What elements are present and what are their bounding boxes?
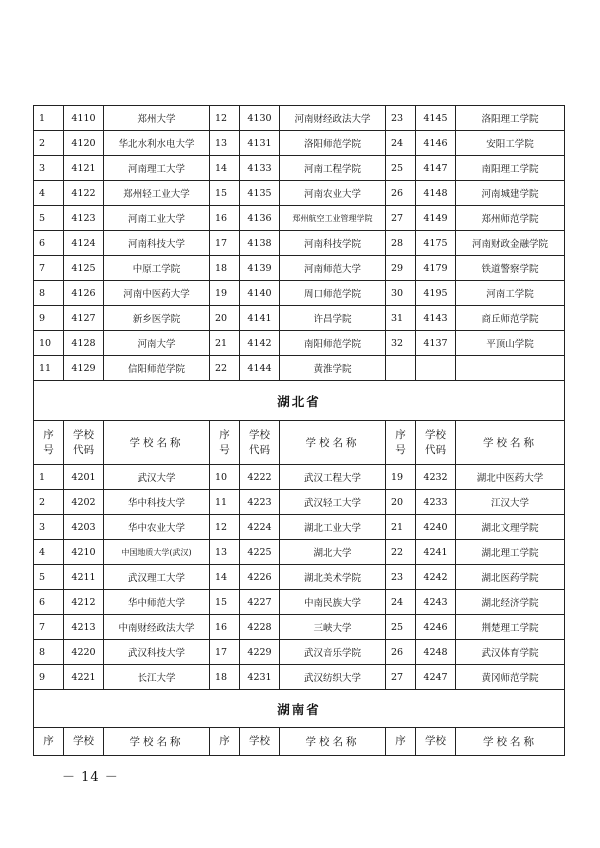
school-name-cell: 新乡医学院 [104,306,210,331]
seq-cell: 28 [386,231,416,256]
hunan-province-title: 湖南省 [34,690,565,728]
seq-cell: 14 [210,156,240,181]
code-cell: 4144 [240,356,280,381]
hunan-section [34,690,565,756]
school-name-cell: 武汉理工大学 [104,565,210,590]
schools-table [33,105,565,756]
name-header: 学校名称 [456,728,565,756]
seq-cell: 8 [34,640,64,665]
seq-cell: 18 [210,665,240,690]
code-header: 学校 [416,728,456,756]
seq-cell: 2 [34,490,64,515]
school-name-cell: 武汉科技大学 [104,640,210,665]
name-header: 学校名称 [280,421,386,465]
school-name-cell: 洛阳师范学院 [280,131,386,156]
seq-cell: 20 [386,490,416,515]
school-name-cell: 荆楚理工学院 [456,615,565,640]
henan-section [34,106,565,381]
code-cell: 4212 [64,590,104,615]
code-cell: 4130 [240,106,280,131]
seq-cell: 16 [210,206,240,231]
school-name-cell: 周口师范学院 [280,281,386,306]
table-row [34,465,565,490]
school-name-cell: 商丘师范学院 [456,306,565,331]
code-cell: 4129 [64,356,104,381]
code-cell: 4202 [64,490,104,515]
seq-cell: 10 [210,465,240,490]
seq-cell: 26 [386,640,416,665]
code-cell: 4140 [240,281,280,306]
school-name-cell: 郑州师范学院 [456,206,565,231]
name-header: 学校名称 [456,421,565,465]
school-name-cell: 河南工程学院 [280,156,386,181]
code-cell: 4147 [416,156,456,181]
code-cell: 4220 [64,640,104,665]
school-name-cell: 长江大学 [104,665,210,690]
table-row [34,565,565,590]
school-name-cell: 河南农业大学 [280,181,386,206]
table-row [34,231,565,256]
seq-cell: 4 [34,540,64,565]
table-row [34,615,565,640]
code-cell: 4211 [64,565,104,590]
seq-cell: 15 [210,590,240,615]
code-cell: 4137 [416,331,456,356]
school-name-cell: 河南工学院 [456,281,565,306]
code-cell: 4148 [416,181,456,206]
seq-header: 序 号 [386,421,416,465]
table-row [34,640,565,665]
table-row [34,206,565,231]
seq-cell: 11 [34,356,64,381]
seq-cell: 14 [210,565,240,590]
code-cell: 4201 [64,465,104,490]
code-cell: 4210 [64,540,104,565]
code-cell: 4240 [416,515,456,540]
code-cell: 4141 [240,306,280,331]
table-row [34,331,565,356]
seq-cell: 3 [34,156,64,181]
seq-cell: 23 [386,565,416,590]
hubei-header-row [34,421,565,465]
seq-cell: 2 [34,131,64,156]
seq-header: 序 [386,728,416,756]
seq-cell: 22 [210,356,240,381]
school-name-cell: 武汉轻工大学 [280,490,386,515]
code-cell: 4242 [416,565,456,590]
table-row [34,281,565,306]
seq-cell: 10 [34,331,64,356]
seq-cell: 9 [34,665,64,690]
seq-cell: 1 [34,106,64,131]
code-cell: 4223 [240,490,280,515]
school-name-cell: 三峡大学 [280,615,386,640]
code-cell: 4243 [416,590,456,615]
seq-cell: 25 [386,156,416,181]
seq-cell: 19 [386,465,416,490]
hubei-province-title: 湖北省 [34,381,565,421]
school-name-cell [456,356,565,381]
school-name-cell: 武汉纺织大学 [280,665,386,690]
school-name-cell: 湖北理工学院 [456,540,565,565]
school-name-cell: 河南科技大学 [104,231,210,256]
school-name-cell: 中国地质大学(武汉) [104,540,210,565]
seq-cell: 5 [34,565,64,590]
code-cell: 4175 [416,231,456,256]
school-name-cell: 平顶山学院 [456,331,565,356]
code-cell: 4203 [64,515,104,540]
code-cell: 4142 [240,331,280,356]
school-name-cell: 河南科技学院 [280,231,386,256]
school-name-cell: 安阳工学院 [456,131,565,156]
seq-cell: 22 [386,540,416,565]
seq-cell: 8 [34,281,64,306]
code-cell: 4145 [416,106,456,131]
school-name-cell: 湖北工业大学 [280,515,386,540]
code-cell: 4248 [416,640,456,665]
table-row [34,590,565,615]
seq-cell: 3 [34,515,64,540]
seq-cell: 24 [386,131,416,156]
school-name-cell: 河南师范大学 [280,256,386,281]
school-name-cell: 湖北大学 [280,540,386,565]
code-cell [416,356,456,381]
code-cell: 4246 [416,615,456,640]
seq-header: 序 [34,728,64,756]
code-cell: 4120 [64,131,104,156]
code-header: 学校 代码 [64,421,104,465]
school-name-cell: 河南理工大学 [104,156,210,181]
school-name-cell: 郑州大学 [104,106,210,131]
seq-cell: 27 [386,665,416,690]
school-name-cell: 黄淮学院 [280,356,386,381]
school-name-cell: 华中农业大学 [104,515,210,540]
seq-cell: 9 [34,306,64,331]
table-row [34,515,565,540]
code-cell: 4229 [240,640,280,665]
school-name-cell: 黄冈师范学院 [456,665,565,690]
page-number: － 14 － [62,770,119,785]
school-name-cell: 河南财政金融学院 [456,231,565,256]
seq-cell: 21 [210,331,240,356]
name-header: 学校名称 [280,728,386,756]
school-name-cell: 湖北经济学院 [456,590,565,615]
seq-cell: 25 [386,615,416,640]
seq-cell: 30 [386,281,416,306]
seq-cell: 27 [386,206,416,231]
name-header: 学校名称 [104,421,210,465]
code-cell: 4122 [64,181,104,206]
code-cell: 4121 [64,156,104,181]
seq-cell: 17 [210,640,240,665]
code-cell: 4228 [240,615,280,640]
code-cell: 4221 [64,665,104,690]
code-cell: 4149 [416,206,456,231]
code-cell: 4241 [416,540,456,565]
code-cell: 4179 [416,256,456,281]
code-cell: 4195 [416,281,456,306]
code-cell: 4133 [240,156,280,181]
school-name-cell: 华北水利水电大学 [104,131,210,156]
code-header: 学校 [64,728,104,756]
school-name-cell: 郑州轻工业大学 [104,181,210,206]
school-name-cell: 信阳师范学院 [104,356,210,381]
seq-cell: 26 [386,181,416,206]
code-cell: 4226 [240,565,280,590]
code-cell: 4139 [240,256,280,281]
school-name-cell: 中原工学院 [104,256,210,281]
name-header: 学校名称 [104,728,210,756]
hunan-header-row [34,728,565,756]
seq-cell: 12 [210,106,240,131]
code-cell: 4225 [240,540,280,565]
seq-cell [386,356,416,381]
seq-cell: 31 [386,306,416,331]
table-row [34,306,565,331]
code-cell: 4123 [64,206,104,231]
school-name-cell: 铁道警察学院 [456,256,565,281]
school-name-cell: 河南财经政法大学 [280,106,386,131]
code-cell: 4222 [240,465,280,490]
school-name-cell: 华中科技大学 [104,490,210,515]
school-name-cell: 湖北文理学院 [456,515,565,540]
table-row [34,256,565,281]
seq-cell: 17 [210,231,240,256]
school-name-cell: 中南财经政法大学 [104,615,210,640]
table-row [34,106,565,131]
code-cell: 4127 [64,306,104,331]
seq-cell: 6 [34,231,64,256]
school-name-cell: 河南城建学院 [456,181,565,206]
school-name-cell: 洛阳理工学院 [456,106,565,131]
seq-cell: 7 [34,256,64,281]
seq-cell: 1 [34,465,64,490]
code-cell: 4128 [64,331,104,356]
seq-cell: 4 [34,181,64,206]
seq-cell: 13 [210,540,240,565]
school-name-cell: 湖北中医药大学 [456,465,565,490]
code-cell: 4126 [64,281,104,306]
seq-cell: 16 [210,615,240,640]
code-header: 学校 代码 [416,421,456,465]
seq-cell: 7 [34,615,64,640]
code-cell: 4110 [64,106,104,131]
code-cell: 4138 [240,231,280,256]
table-row [34,131,565,156]
seq-cell: 5 [34,206,64,231]
code-cell: 4125 [64,256,104,281]
school-name-cell: 武汉工程大学 [280,465,386,490]
school-name-cell: 湖北医药学院 [456,565,565,590]
seq-cell: 12 [210,515,240,540]
seq-cell: 23 [386,106,416,131]
school-name-cell: 南阳师范学院 [280,331,386,356]
school-name-cell: 河南大学 [104,331,210,356]
school-name-cell: 武汉大学 [104,465,210,490]
code-header: 学校 代码 [240,421,280,465]
school-name-cell: 华中师范大学 [104,590,210,615]
table-row [34,490,565,515]
seq-cell: 24 [386,590,416,615]
table-row [34,356,565,381]
seq-cell: 19 [210,281,240,306]
school-name-cell: 武汉体育学院 [456,640,565,665]
seq-cell: 11 [210,490,240,515]
code-cell: 4143 [416,306,456,331]
seq-header: 序 号 [210,421,240,465]
code-cell: 4232 [416,465,456,490]
school-name-cell: 武汉音乐学院 [280,640,386,665]
code-header: 学校 [240,728,280,756]
seq-cell: 18 [210,256,240,281]
code-cell: 4213 [64,615,104,640]
table-row [34,181,565,206]
seq-cell: 32 [386,331,416,356]
school-name-cell: 河南中医药大学 [104,281,210,306]
code-cell: 4224 [240,515,280,540]
hubei-rows [34,465,565,690]
code-cell: 4233 [416,490,456,515]
table-row [34,665,565,690]
code-cell: 4135 [240,181,280,206]
school-name-cell: 郑州航空工业管理学院 [280,206,386,231]
code-cell: 4131 [240,131,280,156]
code-cell: 4231 [240,665,280,690]
school-name-cell: 中南民族大学 [280,590,386,615]
seq-cell: 20 [210,306,240,331]
code-cell: 4227 [240,590,280,615]
seq-header: 序 [210,728,240,756]
school-name-cell: 江汉大学 [456,490,565,515]
school-name-cell: 湖北美术学院 [280,565,386,590]
seq-cell: 29 [386,256,416,281]
seq-cell: 13 [210,131,240,156]
seq-cell: 21 [386,515,416,540]
table-row [34,540,565,565]
code-cell: 4146 [416,131,456,156]
school-name-cell: 许昌学院 [280,306,386,331]
school-name-cell: 河南工业大学 [104,206,210,231]
table-row [34,156,565,181]
code-cell: 4136 [240,206,280,231]
code-cell: 4124 [64,231,104,256]
seq-cell: 6 [34,590,64,615]
hubei-section [34,381,565,465]
seq-header: 序 号 [34,421,64,465]
seq-cell: 15 [210,181,240,206]
code-cell: 4247 [416,665,456,690]
school-name-cell: 南阳理工学院 [456,156,565,181]
